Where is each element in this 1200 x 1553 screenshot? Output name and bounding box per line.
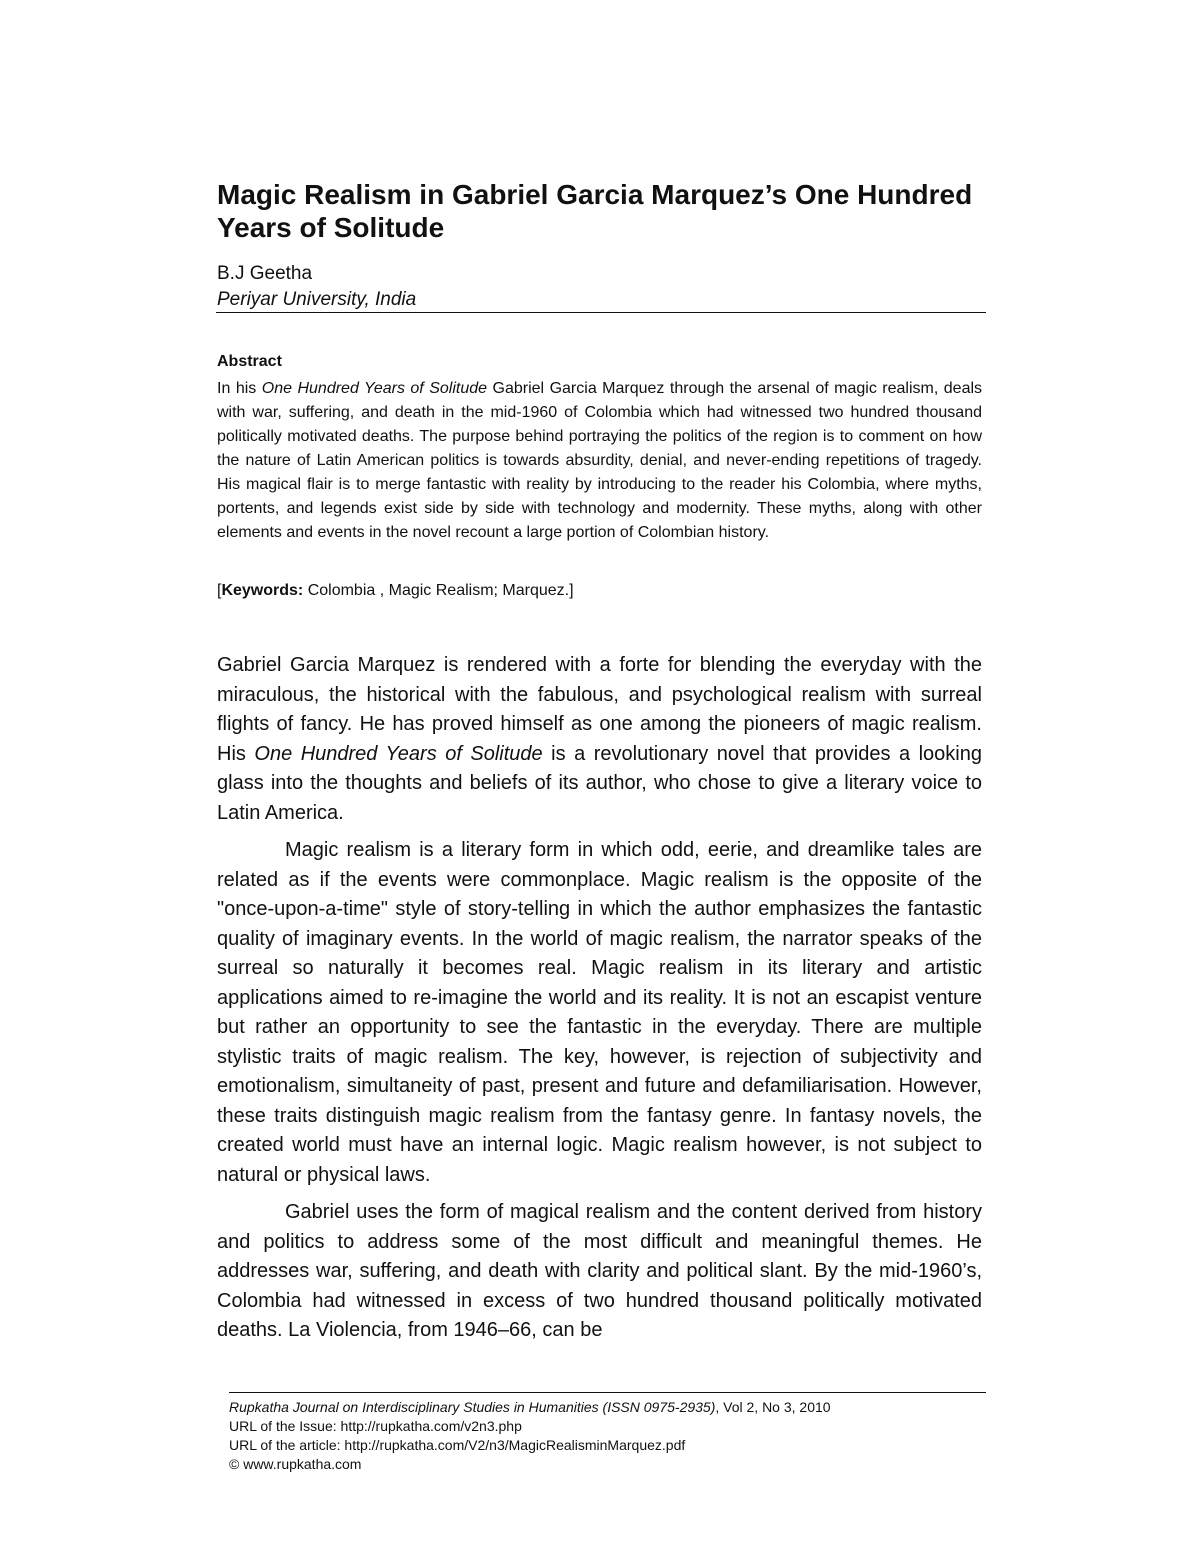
p1-text-a: Gabriel Garcia Marquez is rendered with a forte for blending the everyday with the miraculous, the historical with the fabulous, and psychological realism with surreal flights of fancy. He has proved himself as one among the pioneers of magic realism. His <box>217 654 982 765</box>
abstract-body-text: Gabriel Garcia Marquez through the arsenal of magic realism, deals with war, suffering, and death in the mid-1960 of Colombia which had witnessed two hundred thousand politically motivated deaths. The purpose behind portraying the politics of the region is to comment on how the nature of Latin American politics is towards absurdity, denial, and never-ending repetitions of tragedy. His magical flair is to merge fantastic with reality by introducing to the reader his Colombia, where myths, portents, and legends exist side by side with technology and modernity. These myths, along with other elements and events in the novel recount a large portion of Colombian history. <box>217 380 983 541</box>
abstract-prefix: In his <box>217 380 262 397</box>
footer-journal-line <box>229 1398 989 1417</box>
abstract-book-title: One Hundred Years of Solitude <box>261 380 488 397</box>
footer-volume: , Vol 2, No 3, 2010 <box>715 1399 831 1415</box>
header-divider <box>216 312 986 313</box>
keywords <box>217 580 982 602</box>
page-footer <box>229 1398 989 1474</box>
body-paragraph-2: Magic realism is a literary form in which odd, eerie, and dreamlike tales are related as if the events were commonplace. Magic realism is the opposite of the "once-upon-a-time" style of story-telling in which the author emphasizes the fantastic quality of imaginary events. In the world of magic realism, the narrator speaks of the surreal so naturally it becomes real. Magic realism in its literary and artistic applications aimed to re-imagine the world and its reality. It is not an escapist venture but rather an opportunity to see the fantastic in the everyday. There are multiple stylistic traits of magic realism. The key, however, is rejection of subjectivity and emotionalism, simultaneity of past, present and future and defamiliarisation. However, these traits distinguish magic realism from the fantasy genre. In fantasy novels, the created world must have an internal logic. Magic realism however, is not subject to natural or physical laws. <box>217 839 982 1186</box>
p1-text-b: is a revolutionary novel that provides a looking glass into the thoughts and beliefs of its author, who chose to give a literary voice to Latin America. <box>217 742 982 824</box>
author-affiliation: Periyar University, India <box>217 289 417 310</box>
keywords-label: Keywords: <box>221 582 304 599</box>
footer-article-url: URL of the article: http://rupkatha.com/V2/n3/MagicRealisminMarquez.pdf <box>229 1437 686 1453</box>
footer-issue-url: URL of the Issue: http://rupkatha.com/v2n3.php <box>229 1418 522 1434</box>
keywords-open-bracket: [ <box>217 582 222 599</box>
body-paragraph-1 <box>217 651 982 828</box>
body-paragraph-3: Gabriel uses the form of magical realism and the content derived from history and politics to address some of the most difficult and meaningful themes. He addresses war, suffering, and death with clarity and political slant. By the mid-1960’s, Colombia had witnessed in excess of two hundred thousand politically motivated deaths. La Violencia, from 1946–66, can be <box>217 1201 982 1341</box>
abstract-heading: Abstract <box>217 353 282 370</box>
keywords-value: Colombia , Magic Realism; Marquez.] <box>303 582 574 599</box>
article-title: Magic Realism in Gabriel Garcia Marquez’s One Hundred Years of Solitude <box>217 179 973 243</box>
abstract-text <box>217 377 982 545</box>
author-name: B.J Geetha <box>217 263 313 284</box>
p1-book-title: One Hundred Years of Solitude <box>254 742 543 765</box>
article-body <box>217 651 982 1354</box>
footer-divider <box>229 1392 986 1393</box>
footer-copyright: © www.rupkatha.com <box>229 1456 362 1472</box>
footer-journal-name: Rupkatha Journal on Interdisciplinary Studies in Humanities (ISSN 0975-2935) <box>229 1399 716 1415</box>
